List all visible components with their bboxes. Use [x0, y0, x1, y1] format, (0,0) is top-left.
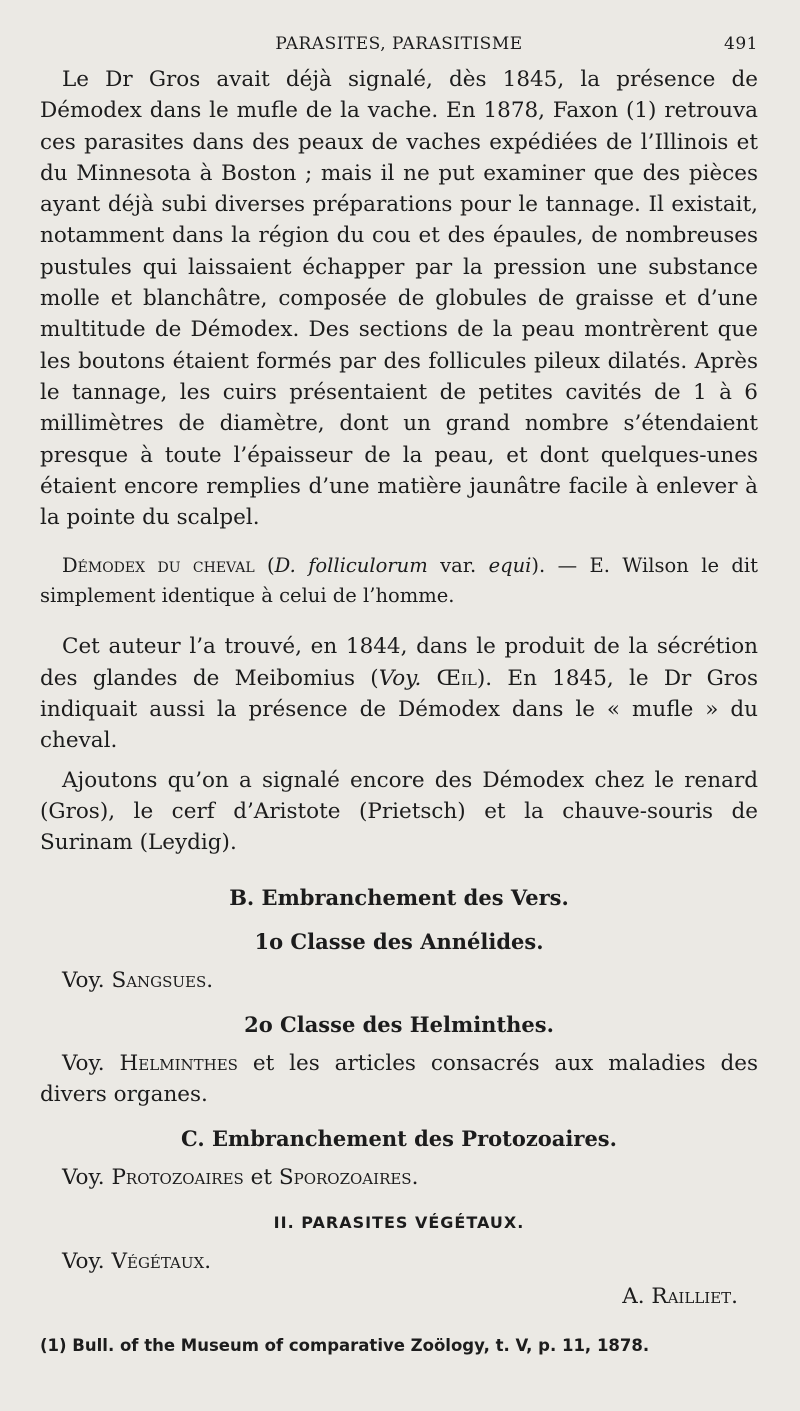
voy-sangsues: Voy. Sangsues.	[62, 967, 214, 993]
voy-protozoaires: Voy. Protozoaires et Sporozoaires.	[62, 1165, 419, 1191]
paragraph-autres-hotes: Ajoutons qu’on a signalé encore des Démodex chez le renard (Gros), le cerf d’Aristote (Prietsch) et la chauve-souris de Surinam (Leydig).	[40, 767, 758, 856]
voy-helminthes: Voy. Helminthes et les articles consacrés aux maladies des divers organes.	[40, 1050, 758, 1108]
sporozoaires-reference: Sporozoaires.	[278, 1165, 419, 1191]
species-name: D. folliculorum	[274, 554, 428, 578]
protozoaires-reference: Protozoaires	[111, 1165, 244, 1191]
heading-parasites-vegetaux: II. PARASITES VÉGÉTAUX.	[273, 1212, 525, 1232]
heading-embranchement-protozoaires: C. Embranchement des Protozoaires.	[181, 1126, 617, 1152]
vegetaux-reference: Végétaux.	[111, 1248, 212, 1274]
running-head: PARASITES, PARASITISME	[275, 34, 523, 54]
heading-classe-annelides: 1o Classe des Annélides.	[254, 928, 544, 954]
heading-embranchement-vers: B. Embranchement des Vers.	[229, 884, 569, 910]
voy-vegetaux: Voy. Végétaux.	[62, 1248, 212, 1274]
sangsues-reference: Sangsues.	[111, 967, 214, 993]
helminthes-reference: Helminthes	[119, 1050, 238, 1076]
heading-classe-helminthes: 2o Classe des Helminthes.	[244, 1011, 554, 1037]
voy-reference: Voy.	[378, 665, 422, 691]
variety-name: equi	[488, 554, 532, 578]
paragraph-meibomius: Cet auteur l’a trouvé, en 1844, dans le produit de la sécrétion des glandes de Meibomius (Voy. Œil). En 1845, le Dr Gros indiquait aussi la présence de Démodex dans le « mufle » du cheval.	[40, 634, 759, 754]
demodex-cheval-title: Démodex du cheval	[62, 554, 255, 578]
oeil-reference: Œil	[421, 665, 477, 691]
page-number: 491	[724, 34, 758, 54]
footnote: (1) Bull. of the Museum of comparative Zoölogy, t. V, p. 11, 1878.	[40, 1336, 650, 1356]
author-signature: A. Railliet.	[622, 1284, 738, 1310]
paragraph-demodex-cheval: Démodex du cheval (D. folliculorum var. equi). — E. Wilson le dit simplement identique à celui de l’homme.	[40, 554, 758, 608]
page-header	[40, 28, 758, 64]
paragraph-demodex-vache: Le Dr Gros avait déjà signalé, dès 1845, la présence de Démodex dans le mufle de la vache. En 1878, Faxon (1) retrouva ces parasites dans des peaux de vaches expédiées de l’Illinois et du Minnesota à Boston ; mais il ne put examiner que des pièces ayant déjà subi diverses préparations pour le tannage. Il existait, notamment dans la région du cou et des épaules, de nombreuses pustules qui laissaient échapper par la pression une substance molle et blanchâtre, composée de globules de graisse et d’une multitude de Démodex. Des sections de la peau montrèrent que les boutons étaient formés par des follicules pileux dilatés. Après le tannage, les cuirs présentaient de petites cavités de 1 à 6 millimètres de diamètre, dont un grand nombre s’étendaient presque à toute l’épaisseur de la peau, et dont quelques-unes étaient encore remplies d’une matière jaunâtre facile à enlever à la pointe du scalpel.	[40, 67, 758, 531]
